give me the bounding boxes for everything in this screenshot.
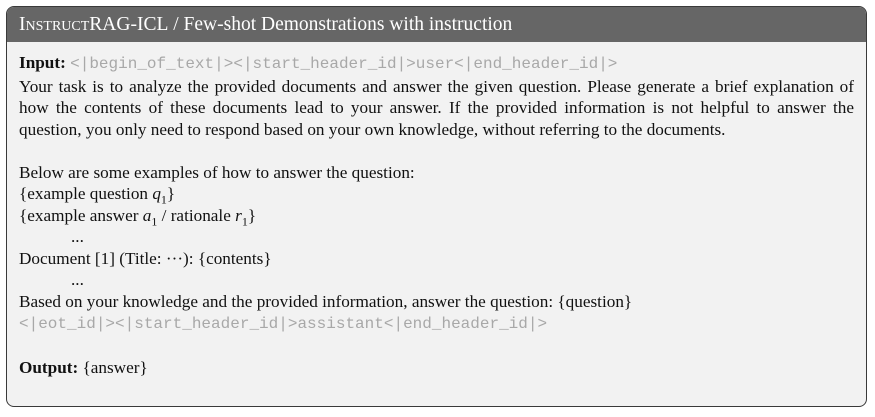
- example-answer-close: }: [247, 205, 257, 225]
- output-value: {answer}: [82, 358, 148, 377]
- header-subtitle: / Few-shot Demonstrations with instruction: [168, 14, 513, 35]
- example-answer-text: {example answer: [19, 205, 143, 225]
- prompt-template-box: [6, 6, 867, 407]
- box-content: [7, 42, 866, 379]
- rationale-var-subscript: 1: [241, 213, 248, 228]
- answer-variable: [142, 205, 158, 228]
- output-label: Output:: [19, 358, 79, 377]
- spacer: [19, 336, 854, 358]
- input-line: [19, 52, 854, 76]
- rationale-text: / rationale: [157, 205, 236, 225]
- question-var-subscript: 1: [160, 192, 167, 207]
- end-tokens-line: [19, 312, 854, 336]
- example-question-text: {example question: [19, 184, 153, 203]
- spacer: [19, 140, 854, 162]
- answer-var-letter: a: [142, 205, 152, 225]
- ellipsis-documents: ...: [71, 270, 84, 289]
- final-question-prompt: Based on your knowledge and the provided information, answer the question: {question}: [19, 291, 633, 311]
- ellipsis-examples: ...: [71, 227, 84, 246]
- example-answer: [19, 205, 854, 227]
- output-line: [19, 357, 854, 379]
- method-name: InstructRAG-ICL: [19, 14, 169, 35]
- rationale-var-letter: r: [235, 205, 242, 225]
- start-tokens: <|begin_of_text|><|start_header_id|>user<|end_header_id|>: [70, 55, 618, 73]
- example-question: [19, 183, 854, 205]
- box-header: [7, 7, 866, 42]
- input-label: Input:: [19, 53, 66, 72]
- document-line: Document [1] (Title: ···): {contents}: [19, 248, 272, 268]
- question-variable: [152, 184, 167, 207]
- rationale-variable: [235, 205, 248, 228]
- question-var-letter: q: [152, 184, 161, 203]
- example-question-close: }: [166, 184, 176, 203]
- end-tokens: <|eot_id|><|start_header_id|>assistant<|end_header_id|>: [19, 315, 548, 333]
- task-instruction: Your task is to analyze the provided documents and answer the given question. Please generate a brief explanation of how the contents of these documents lead to your answer. If the provided information is not helpful to answer the question, you only need to respond based on your own knowledge, without referring to the documents.: [19, 76, 854, 139]
- examples-intro: Below are some examples of how to answer the question:: [19, 162, 415, 182]
- answer-var-subscript: 1: [151, 213, 158, 228]
